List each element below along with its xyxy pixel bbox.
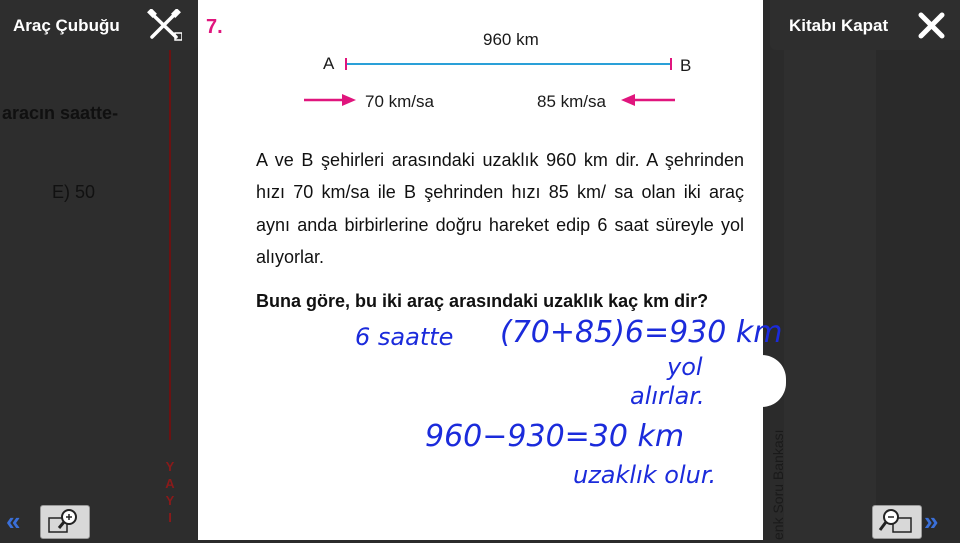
question-number: 7. — [206, 16, 223, 38]
diagram-speed-b: 85 km/sa — [537, 92, 606, 111]
toolbar-label: Araç Çubuğu — [13, 16, 120, 35]
publisher-vertical-text: Y A Y I — [165, 459, 175, 525]
previous-page-question-fragment: aracın saatte- — [2, 103, 119, 123]
handwriting-line-1b: (70+85)6=930 km — [500, 315, 783, 350]
magnifier-minus-icon — [873, 506, 921, 538]
next-page-arrow-icon[interactable]: » — [924, 506, 939, 536]
zoom-page-button-right[interactable] — [872, 505, 922, 539]
arrow-right-icon — [304, 94, 356, 106]
close-icon — [918, 12, 945, 39]
problem-statement: A ve B şehirleri arasındaki uzaklık 960 km dir. A şehrinden hızı 70 km/sa ile B şehrinden hızı 85 km/ sa olan iki araç aynı anda birbirlerine doğru hareket edip 6 saat süreyle yol alıyorlar. — [256, 150, 744, 268]
magnifier-plus-icon — [41, 506, 89, 538]
previous-page-arrow-icon[interactable]: « — [6, 506, 21, 536]
diagram-city-b: B — [680, 56, 692, 75]
close-book-label: Kitabı Kapat — [789, 16, 889, 35]
zoom-page-button[interactable] — [40, 505, 90, 539]
handwriting-line-1a: 6 saatte — [355, 323, 454, 351]
handwriting-line-3: alırlar. — [630, 382, 705, 410]
handwriting-line-2: yol — [667, 353, 703, 381]
next-page-spine-text: enk Soru Bankası — [770, 429, 786, 540]
diagram-city-a: A — [323, 54, 335, 73]
tools-icon — [146, 9, 182, 41]
diagram-speed-a: 70 km/sa — [365, 92, 434, 111]
arrow-left-icon — [621, 94, 675, 106]
distance-diagram — [290, 24, 710, 119]
handwriting-line-4: 960−930=30 km — [425, 419, 685, 454]
handwriting-line-5: uzaklık olur. — [573, 461, 717, 489]
previous-page-option: E) 50 — [52, 182, 96, 202]
question-prompt: Buna göre, bu iki araç arasındaki uzaklık kaç km dir? — [256, 291, 709, 311]
page-margin-rule — [169, 40, 171, 440]
diagram-distance-label: 960 km — [483, 30, 539, 49]
